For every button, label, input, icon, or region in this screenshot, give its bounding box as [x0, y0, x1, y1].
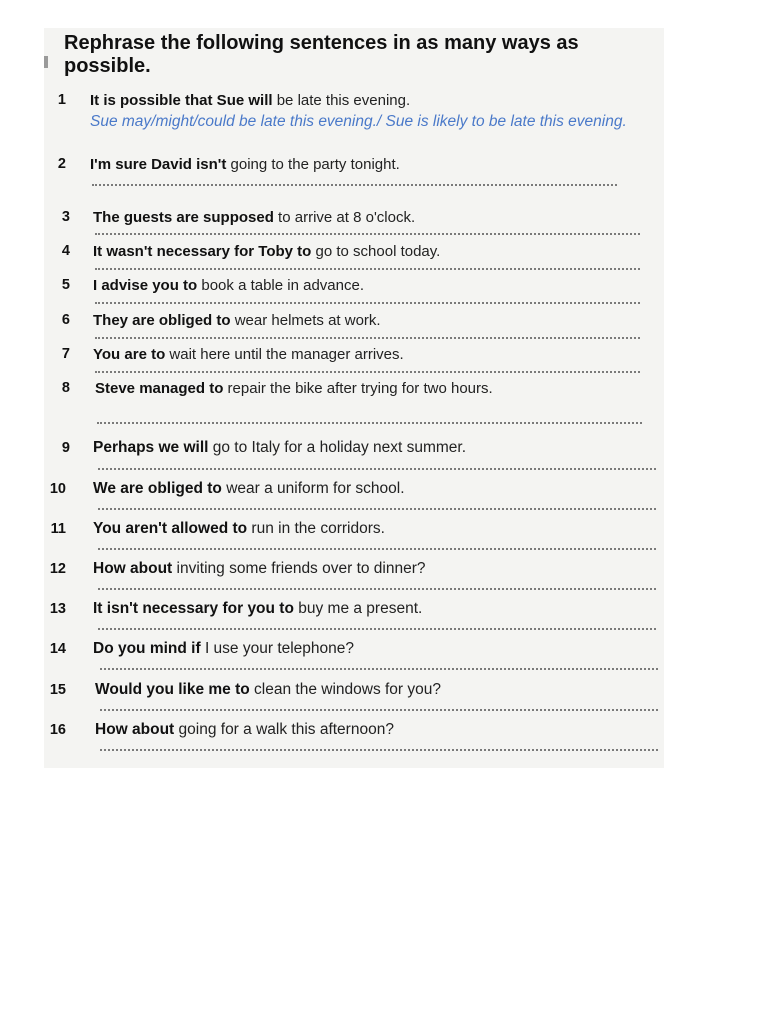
answer-line[interactable] — [98, 508, 656, 510]
item-number: 8 — [61, 380, 70, 396]
item-number: 15 — [49, 682, 66, 698]
item-sentence — [93, 480, 405, 497]
item-number: 6 — [61, 312, 70, 328]
item-number: 7 — [61, 346, 70, 362]
answer-line[interactable] — [100, 749, 658, 751]
answer-line[interactable] — [98, 628, 656, 630]
item-number: 12 — [49, 561, 66, 577]
answer-line[interactable] — [98, 588, 656, 590]
item-key-phrase: You are to — [93, 346, 166, 363]
answer-line[interactable] — [98, 468, 656, 470]
item-remainder: I use your telephone? — [200, 640, 355, 657]
answer-line[interactable] — [100, 668, 658, 670]
item-key-phrase: We are obliged to — [93, 480, 222, 497]
answer-line[interactable] — [95, 337, 640, 339]
item-key-phrase: They are obliged to — [93, 312, 231, 329]
item-remainder: go to school today. — [311, 243, 441, 260]
item-remainder: wait here until the manager arrives. — [165, 346, 404, 363]
item-number: 13 — [49, 601, 66, 617]
answer-line[interactable] — [95, 371, 640, 373]
item-sentence — [93, 520, 385, 537]
item-sentence — [95, 380, 655, 397]
item-sentence — [95, 721, 394, 738]
item-key-phrase: It wasn't necessary for Toby to — [93, 243, 312, 260]
item-sentence — [93, 209, 415, 226]
item-sentence — [90, 92, 410, 109]
item-remainder: going to the party tonight. — [226, 156, 400, 173]
item-sentence — [93, 439, 466, 456]
item-sentence — [93, 243, 440, 260]
item-remainder: wear helmets at work. — [230, 312, 381, 329]
item-sentence — [93, 277, 364, 294]
item-remainder: repair the bike after trying for two hours. — [223, 380, 493, 397]
example-answer: Sue may/might/could be late this evening./ Sue is likely to be late this evening. — [90, 113, 627, 130]
item-remainder: to arrive at 8 o'clock. — [273, 209, 416, 226]
answer-line[interactable] — [95, 233, 640, 235]
item-remainder: inviting some friends over to dinner? — [172, 560, 426, 577]
item-sentence — [93, 560, 426, 577]
item-remainder: wear a uniform for school. — [221, 480, 405, 497]
item-number: 4 — [61, 243, 70, 259]
item-number: 9 — [61, 440, 70, 456]
item-key-phrase: You aren't allowed to — [93, 520, 248, 537]
item-number: 2 — [57, 156, 66, 172]
item-sentence — [90, 156, 400, 173]
item-number: 14 — [49, 641, 66, 657]
item-remainder: run in the corridors. — [247, 520, 385, 537]
item-number: 3 — [61, 209, 70, 225]
item-sentence — [93, 600, 422, 617]
item-sentence — [93, 346, 404, 363]
item-key-phrase: Steve managed to — [95, 380, 224, 397]
item-number: 1 — [57, 92, 66, 108]
item-number: 10 — [49, 481, 66, 497]
item-remainder: buy me a present. — [293, 600, 423, 617]
answer-line[interactable] — [100, 709, 658, 711]
item-remainder: clean the windows for you? — [249, 681, 442, 698]
item-key-phrase: I advise you to — [93, 277, 198, 294]
answer-line[interactable] — [95, 302, 640, 304]
item-number: 11 — [50, 521, 66, 537]
item-key-phrase: It isn't necessary for you to — [93, 600, 294, 617]
item-remainder: be late this evening. — [272, 92, 411, 109]
item-remainder: book a table in advance. — [197, 277, 364, 294]
item-key-phrase: It is possible that Sue will — [90, 92, 273, 109]
item-number: 16 — [49, 722, 66, 738]
item-key-phrase: Do you mind if — [93, 640, 201, 657]
item-remainder: go to Italy for a holiday next summer. — [208, 439, 467, 456]
item-sentence — [93, 312, 381, 329]
item-key-phrase: Perhaps we will — [93, 439, 209, 456]
item-number: 5 — [61, 277, 70, 293]
item-remainder: going for a walk this afternoon? — [174, 721, 394, 738]
item-key-phrase: Would you like me to — [95, 681, 250, 698]
answer-line[interactable] — [92, 184, 617, 186]
answer-line[interactable] — [97, 422, 642, 424]
answer-line[interactable] — [95, 268, 640, 270]
exercise-title: Rephrase the following sentences in as many ways as possible. — [64, 32, 579, 77]
item-key-phrase: I'm sure David isn't — [90, 156, 227, 173]
item-key-phrase: How about — [95, 721, 175, 738]
answer-line[interactable] — [98, 548, 656, 550]
item-key-phrase: The guests are supposed — [93, 209, 274, 226]
item-sentence — [95, 681, 441, 698]
item-key-phrase: How about — [93, 560, 173, 577]
item-sentence — [93, 640, 354, 657]
